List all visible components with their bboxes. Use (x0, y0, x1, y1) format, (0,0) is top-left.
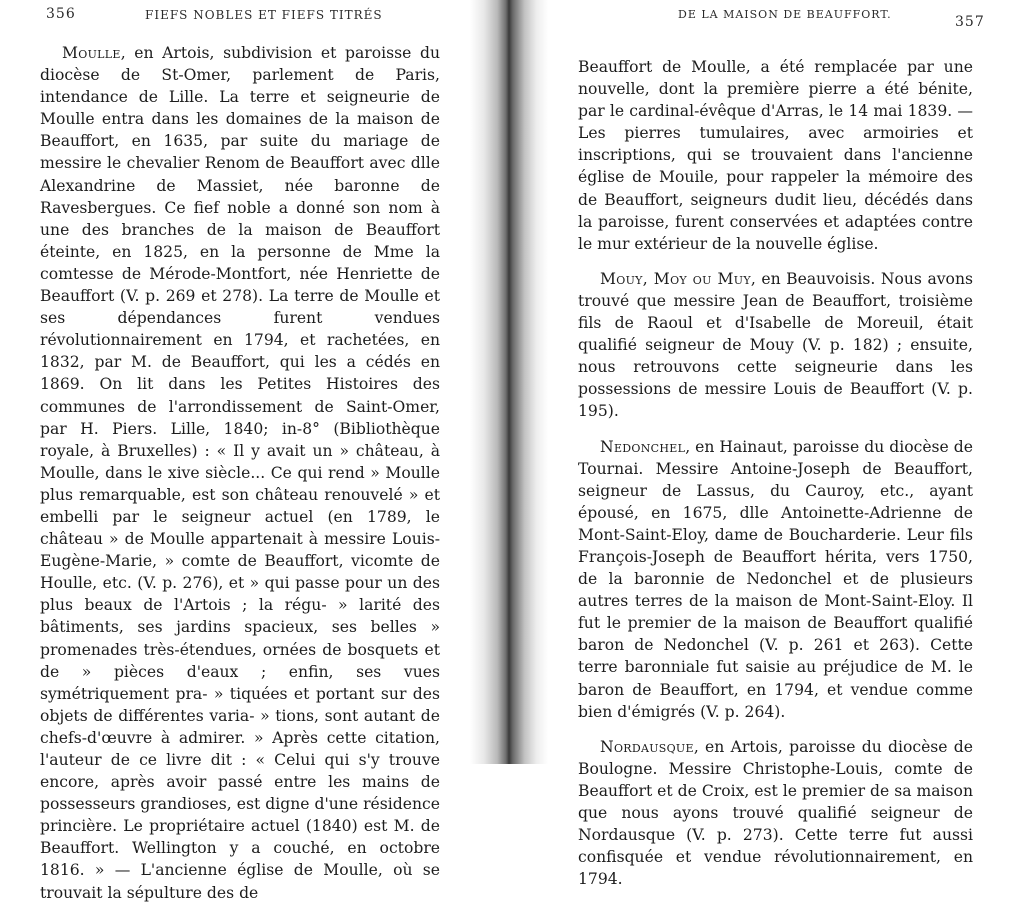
entry-title: Mouy, Moy ou Muy (600, 269, 751, 288)
right-page (548, 0, 1024, 889)
entry-text: , en Hainaut, paroisse du diocèse de Tournai. Messire Antoine-Joseph de Beauffort, seigneur de Lassus, du Cauroy, etc., ayant épousé, en 1675, dlle Antoinette-Adrienne de Mont-Saint-Eloy, dame de Boucharderie. Leur fils François-Joseph de Beauffort hérita, vers 1750, de la baronnie de Nedonchel et de plusieurs autres terres de la maison de Mont-Saint-Eloy. Il fut le premier de la maison de Beauffort qualifié baron de Nedonchel (V. p. 261 et 263). Cette terre baronniale fut saisie au préjudice de M. le baron de Beauffort, en 1794, et vendue comme bien d'émigrés (V. p. 264). (578, 437, 973, 721)
entry-title: Moulle (62, 44, 121, 62)
left-page (0, 0, 470, 902)
left-running-head: FIEFS NOBLES ET FIEFS TITRÉS (145, 8, 383, 22)
book-gutter (470, 0, 548, 764)
entry-text: , en Artois, subdivision et paroisse du diocèse de St-Omer, parlement de Paris, intendance de Lille. La terre et seigneurie de Moulle entra dans les domaines de la maison de Beauffort, en 1635, par suite du mariage de messire le chevalier Renom de Beauffort avec dlle Alexandrine de Massiet, née baronne de Ravesbergues. Ce fief noble a donné son nom à une des branches de la maison de Beauffort éteinte, en 1825, en la personne de Mme la comtesse de Mérode-Montfort, née Henriette de Beauffort (V. p. 269 et 278). La terre de Moulle et ses dépendances furent vendues révolutionnairement en 1794, et rachetées, en 1832, par M. de Beauffort, qui les a cédés en 1869. On lit dans les Petites Histoires des communes de l'arrondissement de Saint-Omer, par H. Piers. Lille, 1840; in-8° (Bibliothèque royale, à Bruxelles) : « Il y avait un » château, à Moulle, dans le xive siècle... Ce qui rend » Moulle plus remarquable, est son château renouvelé » et embelli par le seigneur actuel (en 1789, le château » de Moulle appartenait à messire Louis-Eugène-Marie, » comte de Beauffort, vicomte de Houlle, etc. (V. p. 276), et » qui passe pour un des plus beaux de l'Artois ; la régu- » larité des bâtiments, ses jardins spacieux, ses belles » promenades très-étendues, ornées de bosquets et de » pièces d'eaux ; enfin, ses vues symétriquement pra- » tiquées et portant sur des objets de différentes varia- » tions, sont autant de chefs-d'œuvre à admirer. » Après cette citation, l'auteur de ce livre dit : « Celui qui s'y trouve encore, après avoir passé entre les mains de possesseurs grandioses, est digne d'une résidence princière. Le propriétaire actuel (1840) est M. de Beauffort. Wellington y a couché, en octobre 1816. » — L'ancienne église de Moulle, où se trouvait la sépulture des de (40, 44, 440, 902)
right-body-text (578, 56, 973, 890)
left-page-number: 356 (46, 6, 76, 22)
right-running-head: DE LA MAISON DE BEAUFFORT. (678, 8, 892, 21)
entry-nedonchel (578, 436, 973, 723)
entry-nordausque (578, 736, 973, 891)
entry-moulle-continued: Beauffort de Moulle, a été remplacée par une nouvelle, dont la première pierre a été bénite, par le cardinal-évêque d'Arras, le 14 mai 1839. — Les pierres tumulaires, avec armoiries et inscriptions, qui se trouvaient dans l'ancienne église de Mouile, pour rappeler la mémoire des de Beauffort, seigneurs dudit lieu, décédés dans la paroisse, furent conservées et adaptées contre le mur extérieur de la nouvelle église. (578, 58, 973, 253)
left-body-text (40, 42, 440, 904)
entry-title: Nedonchel (600, 437, 686, 456)
right-page-number: 357 (955, 14, 985, 30)
entry-mouy (578, 268, 973, 423)
entry-title: Nordausque (600, 737, 694, 756)
entry-text: , en Beauvoisis. Nous avons trouvé que messire Jean de Beauffort, troisième fils de Raoul et d'Isabelle de Moreuil, était qualifié seigneur de Mouy (V. p. 182) ; ensuite, nous retrouvons cette seigneurie dans les possessions de messire Louis de Beauffort (V. p. 195). (578, 269, 973, 421)
entry-moulle (40, 42, 440, 904)
entry-text: , en Artois, paroisse du diocèse de Boulogne. Messire Christophe-Louis, comte de Beauffort et de Croix, est le premier de sa maison que nous ayons trouvé qualifié seigneur de Nordausque (V. p. 273). Cette terre fut aussi confisquée et vendue révolutionnairement, en 1794. (578, 737, 973, 889)
